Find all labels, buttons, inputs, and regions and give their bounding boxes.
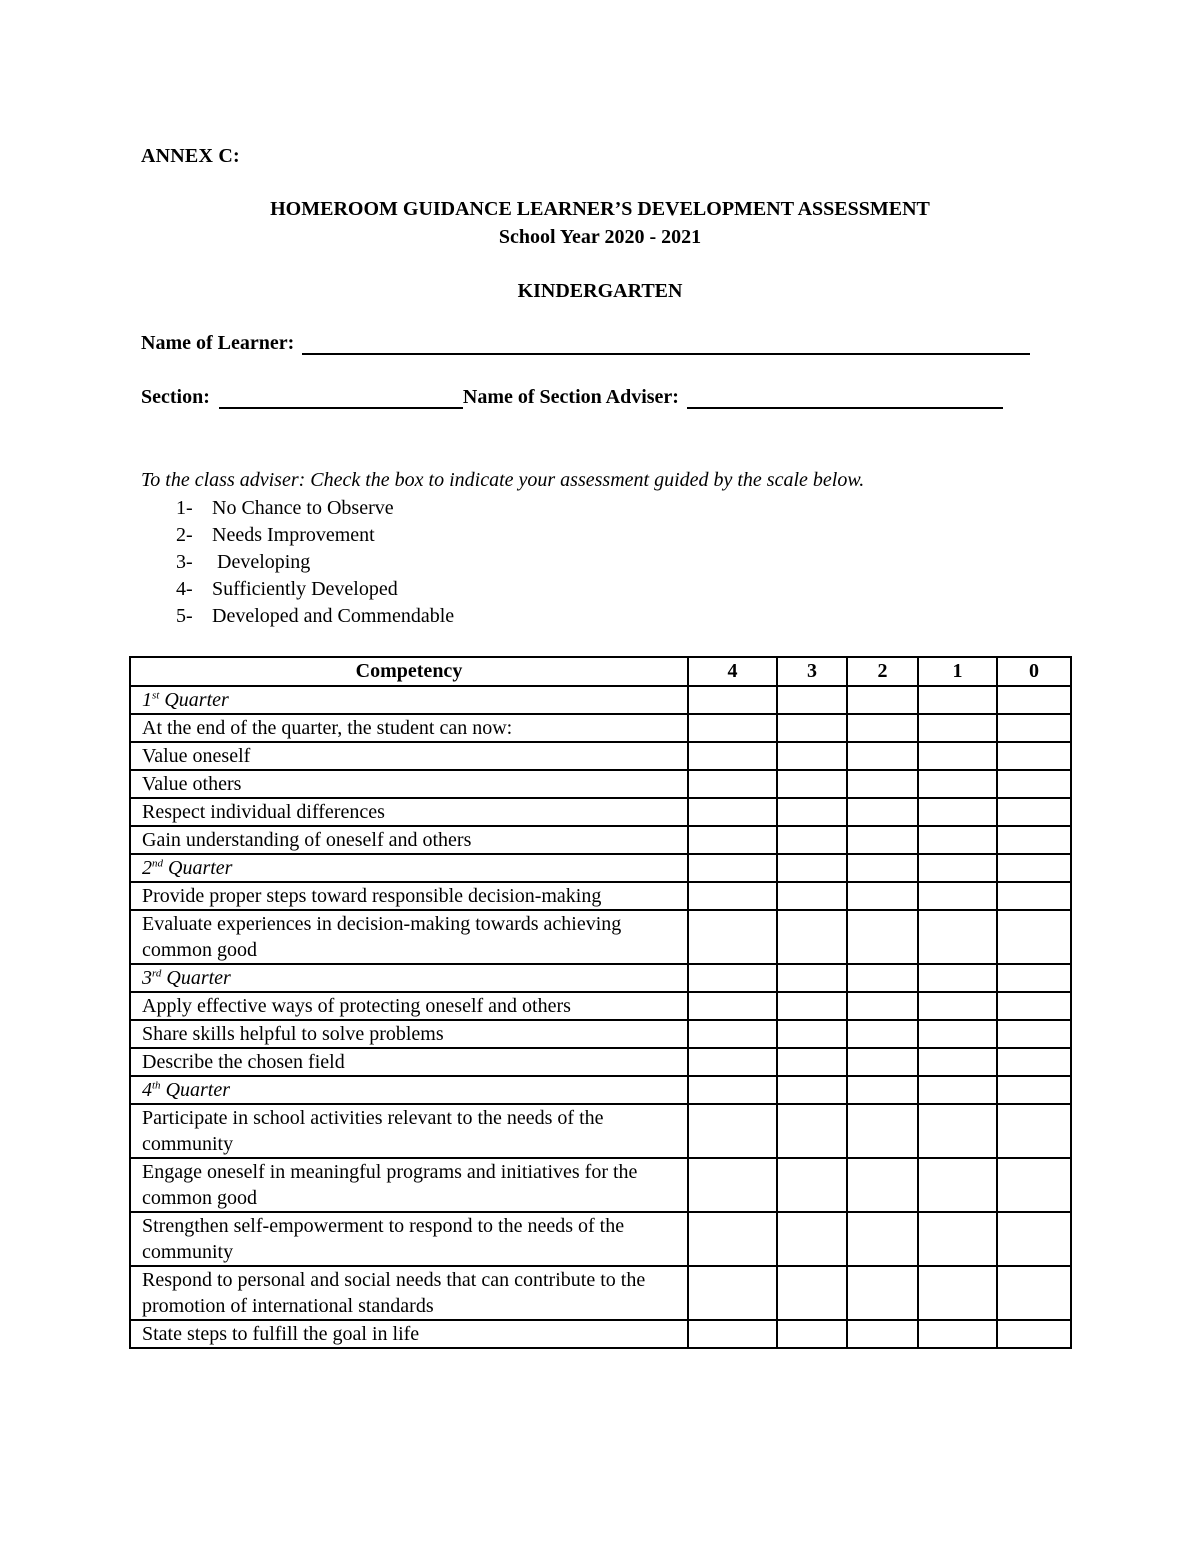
score-checkbox-cell[interactable] [847, 854, 918, 882]
table-row [130, 826, 1071, 854]
score-checkbox-cell[interactable] [847, 686, 918, 714]
score-checkbox-cell[interactable] [847, 910, 918, 964]
score-checkbox-cell[interactable] [918, 742, 997, 770]
score-checkbox-cell[interactable] [777, 1212, 847, 1266]
competency-cell: Strengthen self-empowerment to respond to the needs of the community [130, 1212, 688, 1266]
score-checkbox-cell[interactable] [997, 992, 1071, 1020]
competency-table [129, 656, 1072, 1349]
score-checkbox-cell[interactable] [918, 964, 997, 992]
section-row [141, 386, 1003, 409]
score-checkbox-cell[interactable] [918, 1020, 997, 1048]
score-checkbox-cell[interactable] [847, 964, 918, 992]
score-checkbox-cell[interactable] [918, 1212, 997, 1266]
learner-name-label: Name of Learner: [141, 332, 295, 354]
score-checkbox-cell[interactable] [777, 1158, 847, 1212]
score-checkbox-cell[interactable] [918, 770, 997, 798]
score-checkbox-cell[interactable] [918, 1158, 997, 1212]
learner-name-row [141, 332, 1030, 355]
score-checkbox-cell[interactable] [847, 1320, 918, 1348]
score-checkbox-cell[interactable] [997, 882, 1071, 910]
score-checkbox-cell[interactable] [777, 1076, 847, 1104]
scale-item: 1- No Chance to Observe [176, 497, 394, 519]
table-row [130, 1048, 1071, 1076]
score-checkbox-cell[interactable] [777, 826, 847, 854]
score-checkbox-cell[interactable] [688, 1048, 777, 1076]
header-score-1: 1 [918, 657, 997, 686]
score-checkbox-cell[interactable] [688, 910, 777, 964]
instructions-text: To the class adviser: Check the box to indicate your assessment guided by the scale below. [141, 469, 865, 491]
score-checkbox-cell[interactable] [847, 1266, 918, 1320]
score-checkbox-cell[interactable] [918, 1104, 997, 1158]
score-checkbox-cell[interactable] [997, 770, 1071, 798]
score-checkbox-cell[interactable] [847, 826, 918, 854]
competency-cell: Value others [130, 770, 688, 798]
scale-item: 4- Sufficiently Developed [176, 578, 398, 600]
document-title: HOMEROOM GUIDANCE LEARNER’S DEVELOPMENT ASSESSMENT [270, 198, 930, 220]
school-year: School Year 2020 - 2021 [498, 226, 702, 248]
score-checkbox-cell[interactable] [997, 1020, 1071, 1048]
score-checkbox-cell[interactable] [997, 1076, 1071, 1104]
score-checkbox-cell[interactable] [847, 1076, 918, 1104]
score-checkbox-cell[interactable] [997, 964, 1071, 992]
score-checkbox-cell[interactable] [918, 1076, 997, 1104]
quarter-heading: 2nd Quarter [130, 854, 688, 882]
score-checkbox-cell[interactable] [688, 964, 777, 992]
header-competency: Competency [130, 657, 688, 686]
competency-cell: Participate in school activities relevant to the needs of the community [130, 1104, 688, 1158]
score-checkbox-cell[interactable] [918, 826, 997, 854]
quarter-row [130, 854, 1071, 882]
score-checkbox-cell[interactable] [918, 910, 997, 964]
rating-scale-list [176, 495, 454, 630]
score-checkbox-cell[interactable] [688, 1104, 777, 1158]
score-checkbox-cell[interactable] [997, 910, 1071, 964]
quarter-row [130, 964, 1071, 992]
header-score-0: 0 [997, 657, 1071, 686]
competency-cell: Share skills helpful to solve problems [130, 1020, 688, 1048]
table-header-row [130, 657, 1071, 686]
score-checkbox-cell[interactable] [997, 1158, 1071, 1212]
score-checkbox-cell[interactable] [688, 854, 777, 882]
score-checkbox-cell[interactable] [997, 742, 1071, 770]
score-checkbox-cell[interactable] [777, 992, 847, 1020]
score-checkbox-cell[interactable] [847, 1158, 918, 1212]
score-checkbox-cell[interactable] [688, 798, 777, 826]
quarter-heading: 4th Quarter [130, 1076, 688, 1104]
section-field[interactable] [219, 387, 463, 409]
score-checkbox-cell[interactable] [777, 882, 847, 910]
score-checkbox-cell[interactable] [918, 686, 997, 714]
score-checkbox-cell[interactable] [777, 910, 847, 964]
table-row [130, 770, 1071, 798]
score-checkbox-cell[interactable] [688, 992, 777, 1020]
table-row [130, 714, 1071, 742]
score-checkbox-cell[interactable] [918, 1320, 997, 1348]
score-checkbox-cell[interactable] [997, 854, 1071, 882]
score-checkbox-cell[interactable] [847, 1212, 918, 1266]
table-row [130, 742, 1071, 770]
score-checkbox-cell[interactable] [688, 770, 777, 798]
adviser-field[interactable] [687, 387, 1003, 409]
learner-name-field[interactable] [302, 333, 1030, 355]
score-checkbox-cell[interactable] [918, 1048, 997, 1076]
table-row [130, 1020, 1071, 1048]
quarter-row [130, 686, 1071, 714]
score-checkbox-cell[interactable] [688, 1320, 777, 1348]
score-checkbox-cell[interactable] [847, 1020, 918, 1048]
quarter-row [130, 1076, 1071, 1104]
score-checkbox-cell[interactable] [688, 714, 777, 742]
score-checkbox-cell[interactable] [997, 798, 1071, 826]
score-checkbox-cell[interactable] [688, 1076, 777, 1104]
quarter-heading: 3rd Quarter [130, 964, 688, 992]
competency-cell: Evaluate experiences in decision-making towards achieving common good [130, 910, 688, 964]
competency-cell: State steps to fulfill the goal in life [130, 1320, 688, 1348]
score-checkbox-cell[interactable] [688, 1212, 777, 1266]
score-checkbox-cell[interactable] [688, 882, 777, 910]
score-checkbox-cell[interactable] [997, 1320, 1071, 1348]
score-checkbox-cell[interactable] [688, 1020, 777, 1048]
score-checkbox-cell[interactable] [918, 798, 997, 826]
competency-cell: Respond to personal and social needs that can contribute to the promotion of international standards [130, 1266, 688, 1320]
scale-item: 2- Needs Improvement [176, 524, 375, 546]
score-checkbox-cell[interactable] [777, 1266, 847, 1320]
table-row [130, 1266, 1071, 1320]
header-score-3: 3 [777, 657, 847, 686]
table-row [130, 910, 1071, 964]
scale-item: 5- Developed and Commendable [176, 605, 455, 627]
adviser-label: Name of Section Adviser: [462, 386, 679, 408]
competency-cell: Respect individual differences [130, 798, 688, 826]
score-checkbox-cell[interactable] [847, 742, 918, 770]
score-checkbox-cell[interactable] [847, 992, 918, 1020]
score-checkbox-cell[interactable] [997, 714, 1071, 742]
competency-cell: Provide proper steps toward responsible decision-making [130, 882, 688, 910]
table-row [130, 1212, 1071, 1266]
score-checkbox-cell[interactable] [847, 798, 918, 826]
score-checkbox-cell[interactable] [688, 1266, 777, 1320]
competency-cell: Apply effective ways of protecting oneself and others [130, 992, 688, 1020]
table-row [130, 1104, 1071, 1158]
grade-level: KINDERGARTEN [517, 280, 683, 302]
score-checkbox-cell[interactable] [777, 1320, 847, 1348]
score-checkbox-cell[interactable] [918, 1266, 997, 1320]
score-checkbox-cell[interactable] [688, 686, 777, 714]
score-checkbox-cell[interactable] [918, 992, 997, 1020]
score-checkbox-cell[interactable] [777, 1048, 847, 1076]
competency-cell: Gain understanding of oneself and others [130, 826, 688, 854]
score-checkbox-cell[interactable] [847, 1048, 918, 1076]
table-row [130, 1158, 1071, 1212]
header-score-2: 2 [847, 657, 918, 686]
score-checkbox-cell[interactable] [777, 1104, 847, 1158]
score-checkbox-cell[interactable] [688, 826, 777, 854]
score-checkbox-cell[interactable] [688, 742, 777, 770]
score-checkbox-cell[interactable] [847, 1104, 918, 1158]
score-checkbox-cell[interactable] [918, 882, 997, 910]
header-score-4: 4 [688, 657, 777, 686]
table-row [130, 882, 1071, 910]
score-checkbox-cell[interactable] [777, 742, 847, 770]
score-checkbox-cell[interactable] [777, 714, 847, 742]
score-checkbox-cell[interactable] [997, 1212, 1071, 1266]
score-checkbox-cell[interactable] [777, 854, 847, 882]
section-label: Section: [141, 386, 210, 408]
score-checkbox-cell[interactable] [847, 714, 918, 742]
table-row [130, 1320, 1071, 1348]
scale-item: 3- Developing [176, 551, 311, 573]
score-checkbox-cell[interactable] [777, 798, 847, 826]
score-checkbox-cell[interactable] [997, 826, 1071, 854]
score-checkbox-cell[interactable] [847, 882, 918, 910]
score-checkbox-cell[interactable] [777, 770, 847, 798]
table-row [130, 992, 1071, 1020]
score-checkbox-cell[interactable] [777, 964, 847, 992]
score-checkbox-cell[interactable] [777, 1020, 847, 1048]
score-checkbox-cell[interactable] [997, 1266, 1071, 1320]
score-checkbox-cell[interactable] [997, 686, 1071, 714]
annex-label: ANNEX C: [141, 145, 240, 167]
score-checkbox-cell[interactable] [777, 686, 847, 714]
score-checkbox-cell[interactable] [918, 854, 997, 882]
score-checkbox-cell[interactable] [997, 1104, 1071, 1158]
score-checkbox-cell[interactable] [847, 770, 918, 798]
table-row [130, 798, 1071, 826]
competency-cell: Engage oneself in meaningful programs and initiatives for the common good [130, 1158, 688, 1212]
score-checkbox-cell[interactable] [688, 1158, 777, 1212]
score-checkbox-cell[interactable] [918, 714, 997, 742]
score-checkbox-cell[interactable] [997, 1048, 1071, 1076]
competency-cell: Value oneself [130, 742, 688, 770]
quarter-heading: 1st Quarter [130, 686, 688, 714]
competency-cell: Describe the chosen field [130, 1048, 688, 1076]
end-of-quarter-note: At the end of the quarter, the student can now: [130, 714, 688, 742]
